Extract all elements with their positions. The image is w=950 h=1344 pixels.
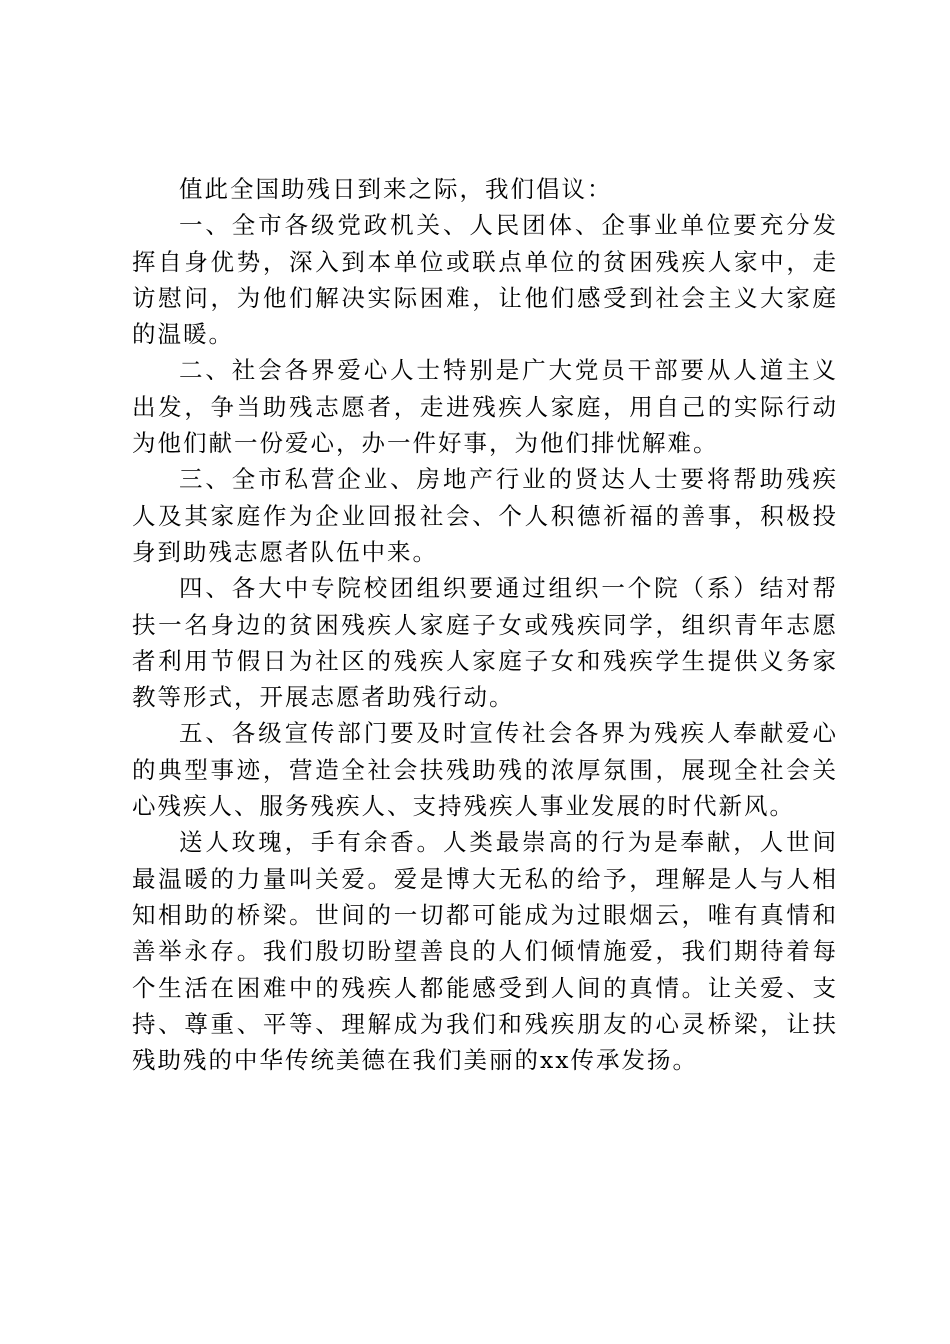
paragraph-proposal-3: 三、全市私营企业、房地产行业的贤达人士要将帮助残疾人及其家庭作为企业回报社会、个人积德祈福的善事，积极投身到助残志愿者队伍中来。 [132,465,838,566]
paragraph-proposal-4: 四、各大中专院校团组织要通过组织一个院（系）结对帮扶一名身边的贫困残疾人家庭子女或残疾同学，组织青年志愿者利用节假日为社区的残疾人家庭子女和残疾学生提供义务家教等形式，开展志愿者助残行动。 [132,574,838,712]
paragraph-proposal-5: 五、各级宣传部门要及时宣传社会各界为残疾人奉献爱心的典型事迹，营造全社会扶残助残的浓厚氛围，展现全社会关心残疾人、服务残疾人、支持残疾人事业发展的时代新风。 [132,719,838,821]
document-body [132,171,838,1078]
paragraph-closing: 送人玫瑰，手有余香。人类最崇高的行为是奉献，人世间最温暖的力量叫关爱。爱是博大无私的给予，理解是人与人相知相助的桥梁。世间的一切都可能成为过眼烟云，唯有真情和善举永存。我们殷切盼望善良的人们倾情施爱，我们期待着每个生活在困难中的残疾人都能感受到人间的真情。让关爱、支持、尊重、平等、理解成为我们和残疾朋友的心灵桥梁，让扶残助残的中华传统美德在我们美丽的xx传承发扬。 [132,828,838,1075]
paragraph-intro: 值此全国助残日到来之际，我们倡议： [179,175,613,203]
paragraph-proposal-2: 二、社会各界爱心人士特别是广大党员干部要从人道主义出发，争当助残志愿者，走进残疾人家庭，用自己的实际行动为他们献一份爱心，办一件好事，为他们排忧解难。 [132,356,838,458]
paragraph-proposal-1: 一、全市各级党政机关、人民团体、企事业单位要充分发挥自身优势，深入到本单位或联点单位的贫困残疾人家中，走访慰问，为他们解决实际困难，让他们感受到社会主义大家庭的温暖。 [132,211,838,349]
